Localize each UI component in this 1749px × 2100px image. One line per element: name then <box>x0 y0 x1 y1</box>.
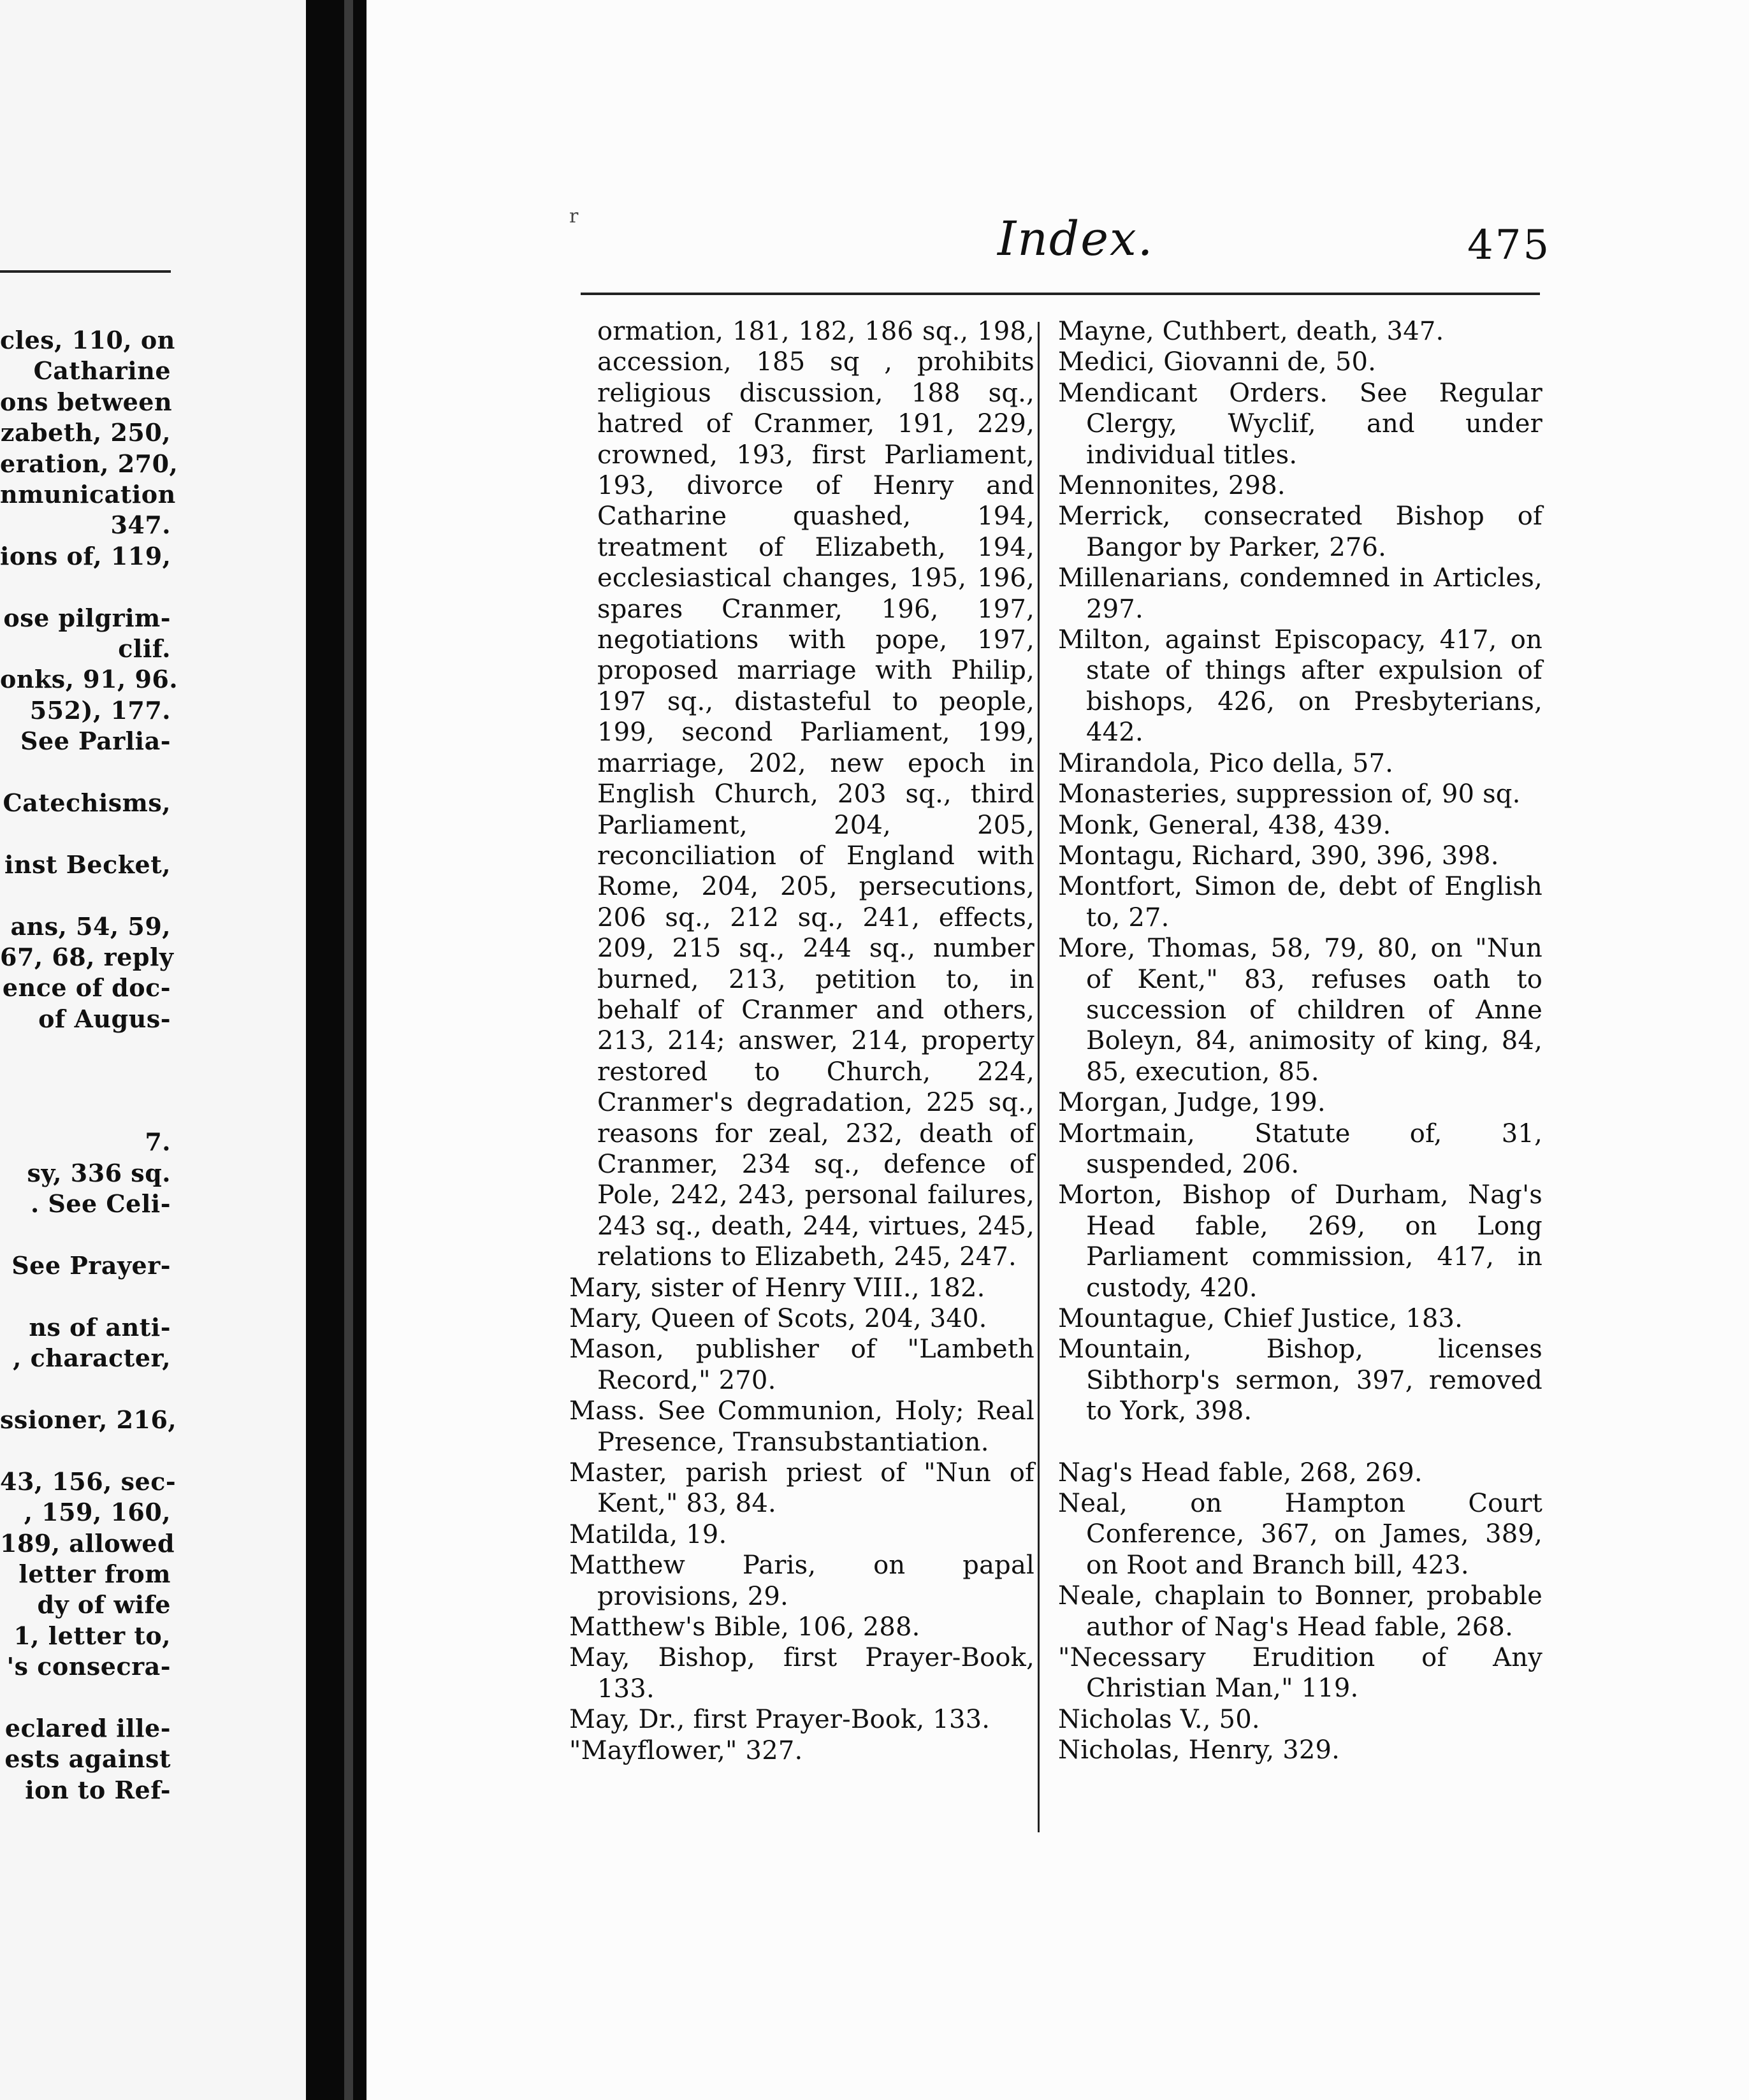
index-entry: "Necessary Erudition of Any Christian Man," 119. <box>1058 1643 1542 1704</box>
facing-page-fragment-line: cles, 110, on <box>0 326 175 354</box>
facing-page-fragment-line: 552), 177. <box>29 695 171 725</box>
header-rule <box>581 293 1540 295</box>
index-column-left <box>569 316 1034 1766</box>
facing-page-fragment-line: 1, letter to, <box>13 1621 171 1650</box>
facing-page-fragment-line: 's consecra- <box>6 1652 171 1681</box>
index-entry: Nicholas V., 50. <box>1058 1704 1260 1734</box>
index-entry: Montagu, Richard, 390, 396, 398. <box>1058 841 1499 871</box>
index-entry: Millenarians, condemned in Articles, 297. <box>1058 563 1542 624</box>
facing-page-fragment-line: Catharine <box>33 356 171 386</box>
index-entry: Mennonites, 298. <box>1058 471 1286 501</box>
facing-page-fragment-line: . See Celi- <box>30 1189 171 1219</box>
facing-page-fragment-line: ssioner, 216, <box>0 1405 177 1434</box>
facing-page-fragment-line: ion to Ref- <box>25 1775 171 1804</box>
facing-page-fragment-line: See Parlia- <box>20 727 171 756</box>
column-divider <box>1038 322 1040 1832</box>
facing-page-fragment-line: See Prayer- <box>11 1251 171 1280</box>
facing-page-fragment-line: eration, 270, <box>0 449 178 478</box>
facing-page-fragment-line: letter from <box>18 1560 171 1588</box>
facing-page-fragment-line: nmunication <box>0 480 176 509</box>
index-entry: Medici, Giovanni de, 50. <box>1058 347 1377 377</box>
index-entry: Morton, Bishop of Durham, Nag's Head fable, 269, on Long Parliament commission, 417, in custody, 420. <box>1058 1180 1542 1303</box>
facing-page-fragment-line: 189, allowed <box>0 1528 175 1558</box>
index-entry: Mountain, Bishop, licenses Sibthorp's sermon, 397, removed to York, 398. <box>1058 1335 1542 1426</box>
page-title: Index. <box>998 212 1154 266</box>
facing-page-fragment-line: ose pilgrim- <box>3 603 171 632</box>
index-entry: May, Bishop, first Prayer-Book, 133. <box>569 1643 1034 1704</box>
facing-page-fragment-line: clif. <box>118 634 171 663</box>
index-entry: Master, parish priest of "Nun of Kent," 83, 84. <box>569 1458 1034 1519</box>
index-entry: Neale, chaplain to Bonner, probable author of Nag's Head fable, 268. <box>1058 1581 1542 1642</box>
index-entry: Matthew's Bible, 106, 288. <box>569 1612 920 1642</box>
index-entry: Mendicant Orders. See Regular Clergy, Wyclif, and under individual titles. <box>1058 378 1542 470</box>
index-entry: Nag's Head fable, 268, 269. <box>1058 1458 1423 1488</box>
index-column-right <box>1058 316 1542 1766</box>
facing-page-fragment-line: 67, 68, reply <box>0 943 174 971</box>
facing-page-fragment-line: ions of, 119, <box>0 541 171 570</box>
corner-mark: r <box>569 205 579 228</box>
facing-page-fragment-line: , 159, 160, <box>24 1498 171 1527</box>
facing-page-fragment-line: ans, 54, 59, <box>10 911 171 941</box>
index-entry: Mass. See Communion, Holy; Real Presence, Transubstantiation. <box>569 1396 1034 1457</box>
page-number: 475 <box>1467 222 1551 269</box>
facing-page-fragment-line: , character, <box>13 1343 171 1373</box>
facing-page-fragment-line: sy, 336 sq. <box>27 1158 171 1187</box>
facing-page-fragment-line: Catechisms, <box>3 788 171 817</box>
index-entry: Mortmain, Statute of, 31, suspended, 206. <box>1058 1119 1542 1179</box>
facing-page-fragment-line: dy of wife <box>37 1590 171 1619</box>
index-entry: Nicholas, Henry, 329. <box>1058 1735 1340 1765</box>
facing-page-fragment-line: 7. <box>145 1127 171 1157</box>
index-entry: Mountague, Chief Justice, 183. <box>1058 1304 1463 1333</box>
index-entry: Merrick, consecrated Bishop of Bangor by Parker, 276. <box>1058 502 1542 562</box>
facing-page-fragment-line: ence of doc- <box>2 973 171 1003</box>
index-entry: May, Dr., first Prayer-Book, 133. <box>569 1705 991 1735</box>
facing-page-fragment-line: ons between <box>0 387 173 416</box>
facing-page-fragment-line: ests against <box>4 1744 171 1774</box>
facing-page-fragment-line: eclared ille- <box>4 1714 171 1742</box>
facing-page-fragment-line: of Augus- <box>38 1004 171 1033</box>
index-entry: Mason, publisher of "Lambeth Record," 270. <box>569 1335 1034 1395</box>
index-entry: Mary, sister of Henry VIII., 182. <box>569 1273 985 1303</box>
index-entry: Mayne, Cuthbert, death, 347. <box>1058 317 1444 346</box>
index-entry: Milton, against Episcopacy, 417, on state of things after expulsion of bishops, 426, on Presbyterians, 442. <box>1058 625 1542 748</box>
facing-page-fragment-line: inst Becket, <box>4 850 171 879</box>
facing-page-fragment-line: onks, 91, 96. <box>0 665 178 694</box>
index-entry: Neal, on Hampton Court Conference, 367, on James, 389, on Root and Branch bill, 423. <box>1058 1489 1542 1580</box>
index-entry: Matilda, 19. <box>569 1519 727 1549</box>
facing-page-fragment-line: ns of anti- <box>29 1312 171 1342</box>
facing-page-fragment-line: 347. <box>110 511 171 540</box>
facing-page-fragment <box>0 0 357 2100</box>
index-entry: Morgan, Judge, 199. <box>1058 1088 1326 1118</box>
index-entry: Mirandola, Pico della, 57. <box>1058 748 1394 778</box>
index-entry: "Mayflower," 327. <box>569 1735 803 1765</box>
book-gutter-edge <box>344 0 353 2100</box>
facing-page-fragment-line: 43, 156, sec- <box>0 1466 177 1496</box>
facing-page-header-rule <box>0 270 171 273</box>
index-entry: Monk, General, 438, 439. <box>1058 810 1391 840</box>
book-gutter <box>306 0 366 2100</box>
index-entry: ormation, 181, 182, 186 sq., 198, accession, 185 sq , prohibits religious discussion, 188 sq., hatred of Cranmer, 191, 229, crowned, 193, first Parliament, 193, divorce of Henry and Catharine quashed, 194, treatment of Elizabeth, 194, ecclesiastical changes, 195, 196, spares Cranmer, 196, 197, negotiations with pope, 197, proposed marriage with Philip, 197 sq., distasteful to people, 199, second Parliament, 199, marriage, 202, new epoch in English Church, 203 sq., third Parliament, 204, 205, reconciliation of England with Rome, 204, 205, persecutions, 206 sq., 212 sq., 241, effects, 209, 215 sq., 244 sq., number burned, 213, petition to, in behalf of Cranmer and others, 213, 214; answer, 214, property restored to Church, 224, Cranmer's degradation, 225 sq., reasons for zeal, 232, death of Cranmer, 234 sq., defence of Pole, 242, 243, personal failures, 243 sq., death, 244, virtues, 245, relations to Elizabeth, 245, 247. <box>597 317 1034 1272</box>
index-entry: Mary, Queen of Scots, 204, 340. <box>569 1304 987 1333</box>
index-entry: Monasteries, suppression of, 90 sq. <box>1058 779 1521 809</box>
index-entry: Montfort, Simon de, debt of English to, 27. <box>1058 872 1542 932</box>
index-entry: Matthew Paris, on papal provisions, 29. <box>569 1551 1034 1611</box>
facing-page-fragment-line: zabeth, 250, <box>0 418 171 447</box>
index-entry: More, Thomas, 58, 79, 80, on "Nun of Kent," 83, refuses oath to succession of children of Anne Boleyn, 84, animosity of king, 84, 85, execution, 85. <box>1058 934 1542 1087</box>
